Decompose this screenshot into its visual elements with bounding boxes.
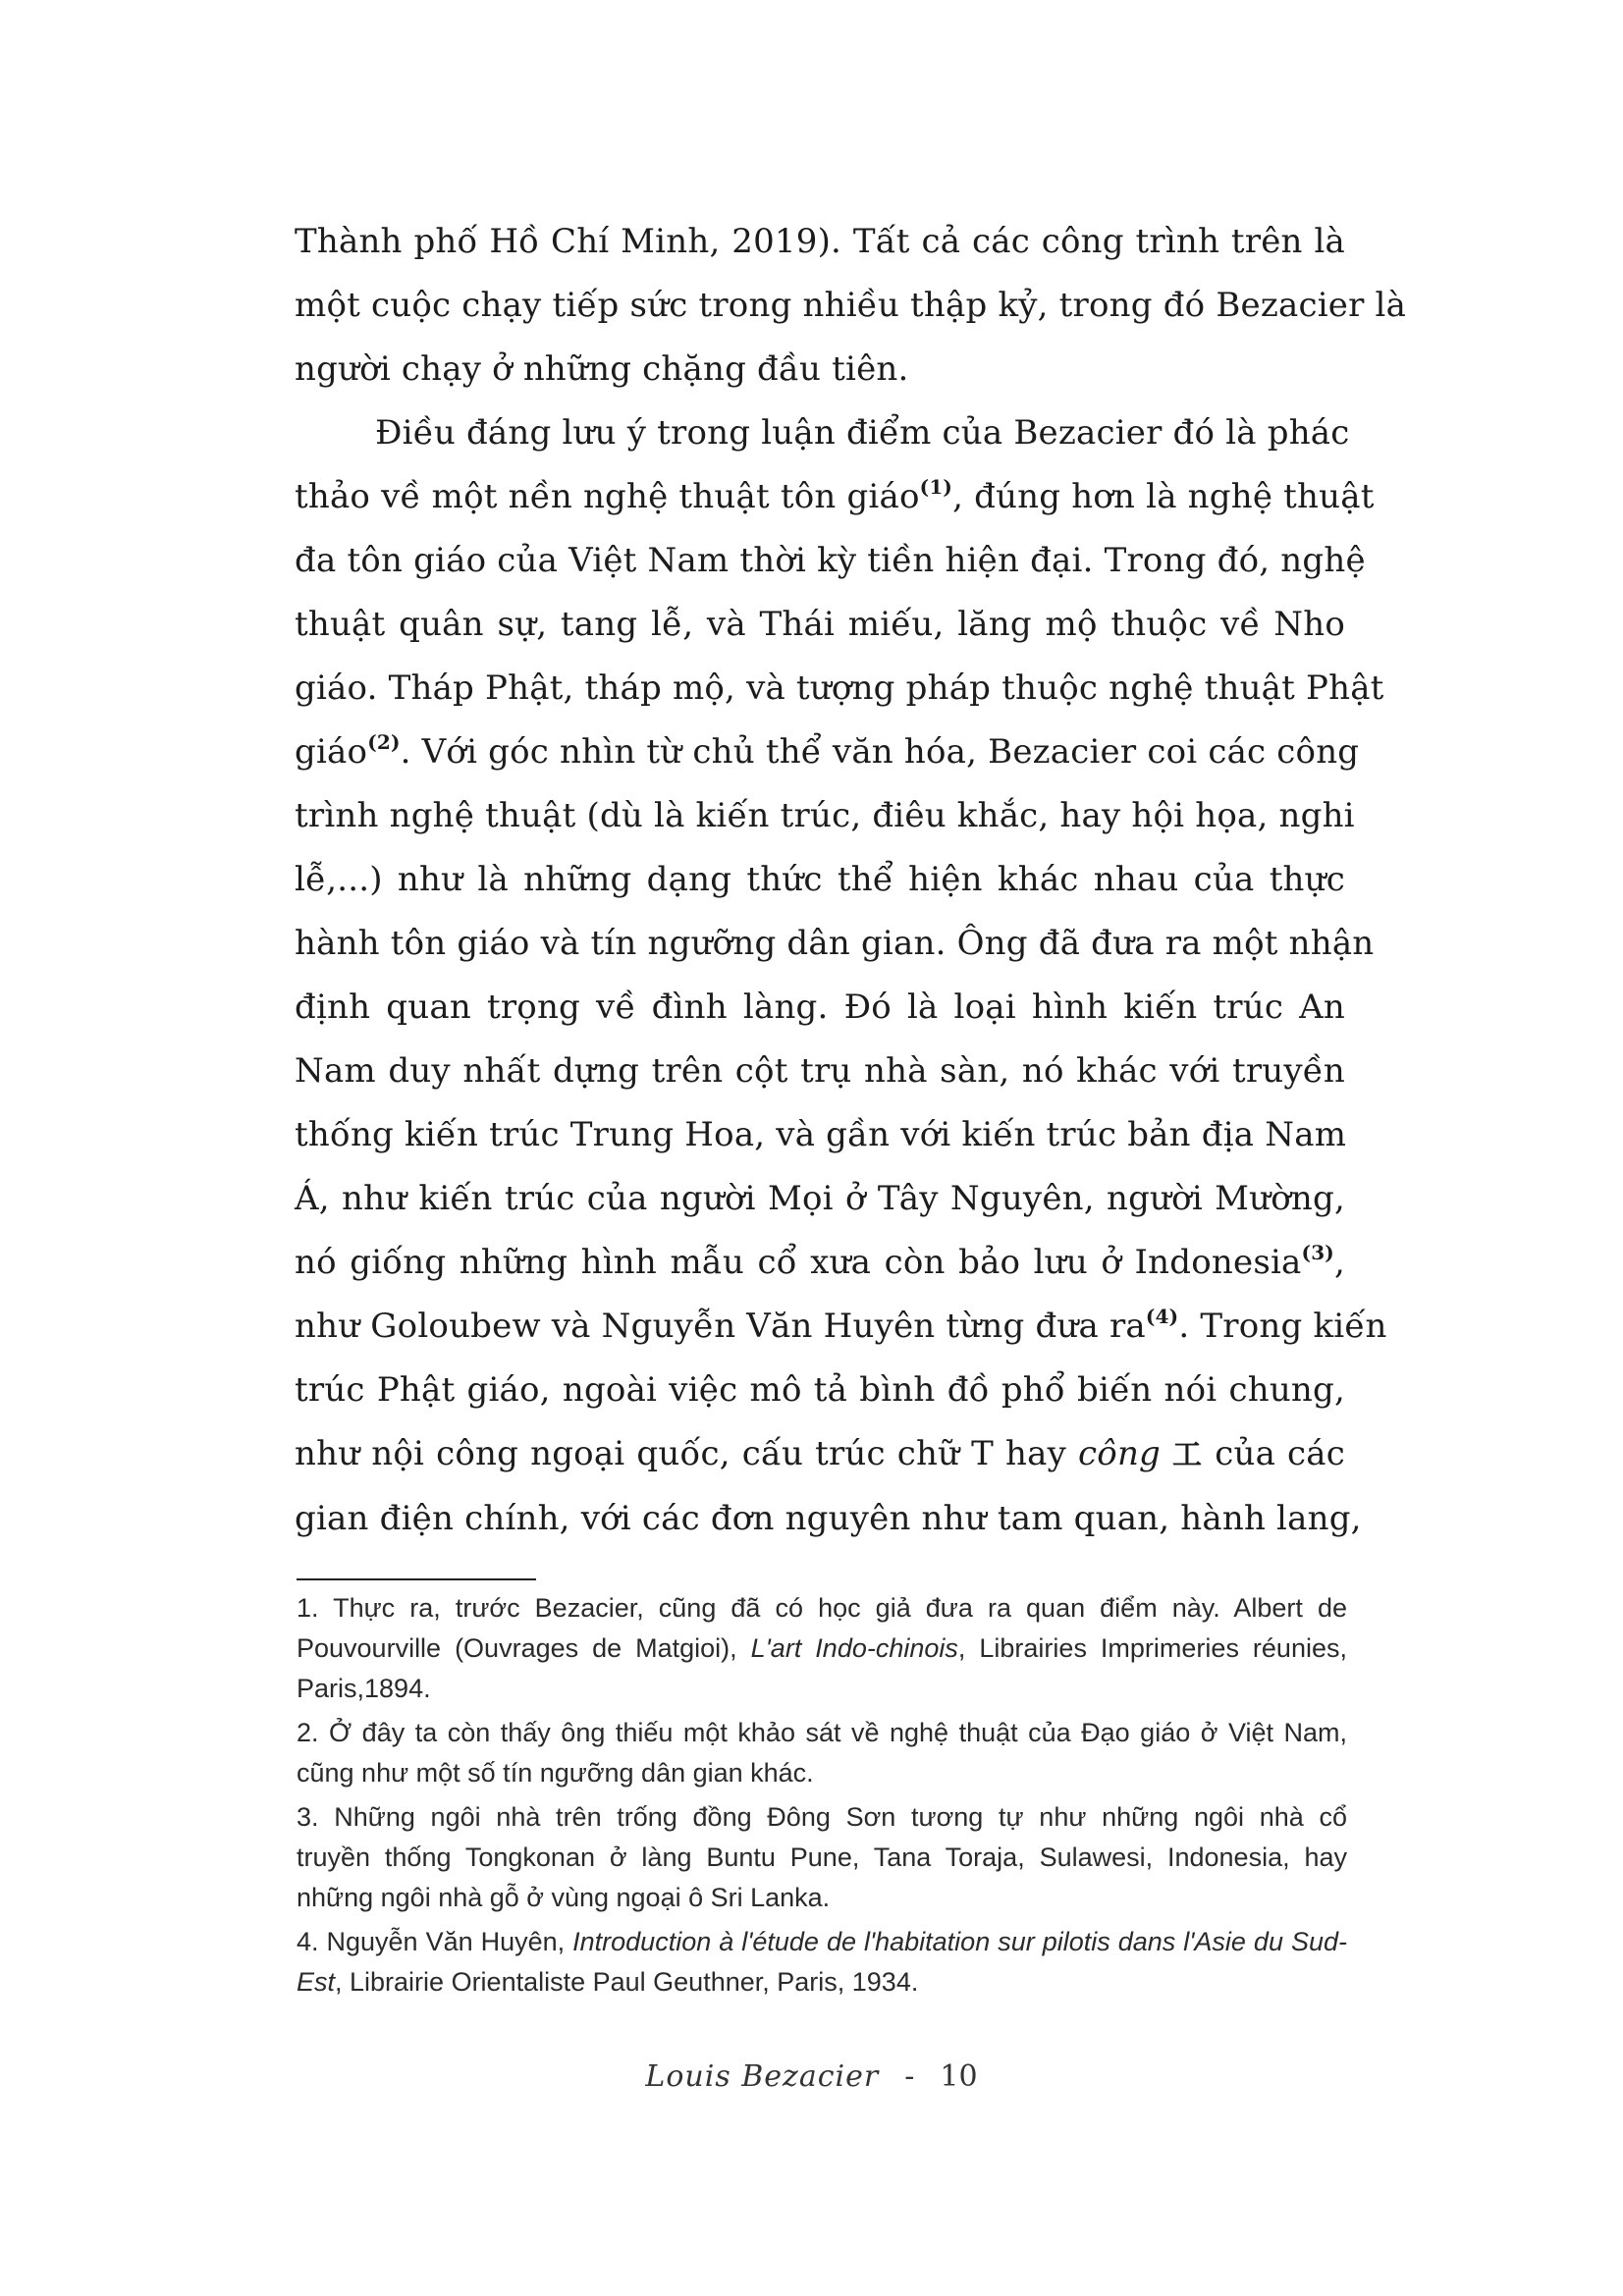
paragraph-1 — [295, 210, 1407, 401]
text-line: đa tôn giáo của Việt Nam thời kỳ tiền hiện đại. Trong đó, nghệ — [295, 541, 1366, 580]
text-line: Nam duy nhất dựng trên cột trụ nhà sàn, nó khác với truyền — [295, 1051, 1345, 1091]
text-line: định quan trọng về đình làng. Đó là loại hình kiến trúc An — [295, 988, 1345, 1027]
page-footer — [0, 2059, 1623, 2094]
text-line: Á, như kiến trúc của người Mọi ở Tây Nguyên, người Mường, — [295, 1179, 1345, 1218]
chinese-character-cong: 工 — [1172, 1438, 1204, 1472]
text-line: thuật quân sự, tang lễ, và Thái miếu, lăng mộ thuộc về Nho — [295, 605, 1345, 644]
text-line: như Goloubew và Nguyễn Văn Huyên từng đưa ra$^{(4)}$. Trong kiến — [295, 1305, 1387, 1346]
text-line: như nội công ngoại quốc, cấu trúc chữ T hay công 工 của các — [295, 1434, 1346, 1473]
text-line: trình nghệ thuật (dù là kiến trúc, điêu khắc, hay hội họa, nghi — [295, 796, 1355, 835]
text-line: một cuộc chạy tiếp sức trong nhiều thập kỷ, trong đó Bezacier là — [295, 286, 1407, 325]
footer-separator: - — [904, 2059, 915, 2094]
text-line: thống kiến trúc Trung Hoa, và gần với kiến trúc bản địa Nam — [295, 1115, 1347, 1154]
text-line: giáo$^{(2)}$. Với góc nhìn từ chủ thể văn hóa, Bezacier coi các công — [295, 730, 1360, 772]
footnote-divider — [297, 1578, 536, 1580]
text-line: thảo về một nền nghệ thuật tôn giáo$^{(1)}$, đúng hơn là nghệ thuật — [295, 475, 1375, 516]
footnotes — [297, 1588, 1347, 2006]
text-line: giáo. Tháp Phật, tháp mộ, và tượng pháp thuộc nghệ thuật Phật — [295, 668, 1384, 708]
text-line: trúc Phật giáo, ngoài việc mô tả bình đồ phổ biến nói chung, — [295, 1370, 1345, 1410]
text-line: nó giống những hình mẫu cổ xưa còn bảo lưu ở Indonesia$^{(3)}$, — [295, 1241, 1345, 1282]
text-line: Điều đáng lưu ý trong luận điểm của Bezacier đó là phác — [375, 413, 1350, 453]
footnote-ref-4: (4) — [1145, 1305, 1179, 1328]
main-text — [295, 210, 1407, 1551]
page-number: 10 — [940, 2059, 978, 2094]
text-line: lễ,...) như là những dạng thức thể hiện khác nhau của thực — [295, 860, 1345, 899]
paragraph-2 — [295, 401, 1387, 1551]
text-line: người chạy ở những chặng đầu tiên. — [295, 349, 909, 389]
text-line: gian điện chính, với các đơn nguyên như tam quan, hành lang, — [295, 1499, 1362, 1538]
footnote-ref-3: (3) — [1301, 1241, 1334, 1264]
text-line: Thành phố Hồ Chí Minh, 2019). Tất cả các công trình trên là — [295, 222, 1345, 261]
footnote-1: 1. Thực ra, trước Bezacier, cũng đã có học giả đưa ra quan điểm này. Albert de Pouvourville (Ouvrages de Matgioi), L'art Indo-chinois, Librairies Imprimeries réunies, Paris,1894. — [297, 1593, 1347, 1703]
text-line: hành tôn giáo và tín ngưỡng dân gian. Ông đã đưa ra một nhận — [295, 924, 1375, 963]
footnote-4: 4. Nguyễn Văn Huyên, Introduction à l'étude de l'habitation sur pilotis dans l'Asie du Sud- Est, Librairie Orientaliste Paul Geuthner, Paris, 1934. — [297, 1927, 1347, 1997]
footnote-ref-1: (1) — [919, 475, 953, 499]
footnote-ref-2: (2) — [367, 730, 401, 754]
footnote-2: 2. Ở đây ta còn thấy ông thiếu một khảo sát về nghệ thuật của Đạo giáo ở Việt Nam, cũng như một số tín ngưỡng dân gian khác. — [297, 1718, 1347, 1788]
footnote-3: 3. Những ngôi nhà trên trống đồng Đông Sơn tương tự như những ngôi nhà cổ truyền thống Tongkonan ở làng Buntu Pune, Tana Toraja, Sulawesi, Indonesia, hay những ngôi nhà gỗ ở vùng ngoại ô Sri Lanka. — [297, 1802, 1347, 1912]
running-title: Louis Bezacier — [645, 2059, 880, 2094]
